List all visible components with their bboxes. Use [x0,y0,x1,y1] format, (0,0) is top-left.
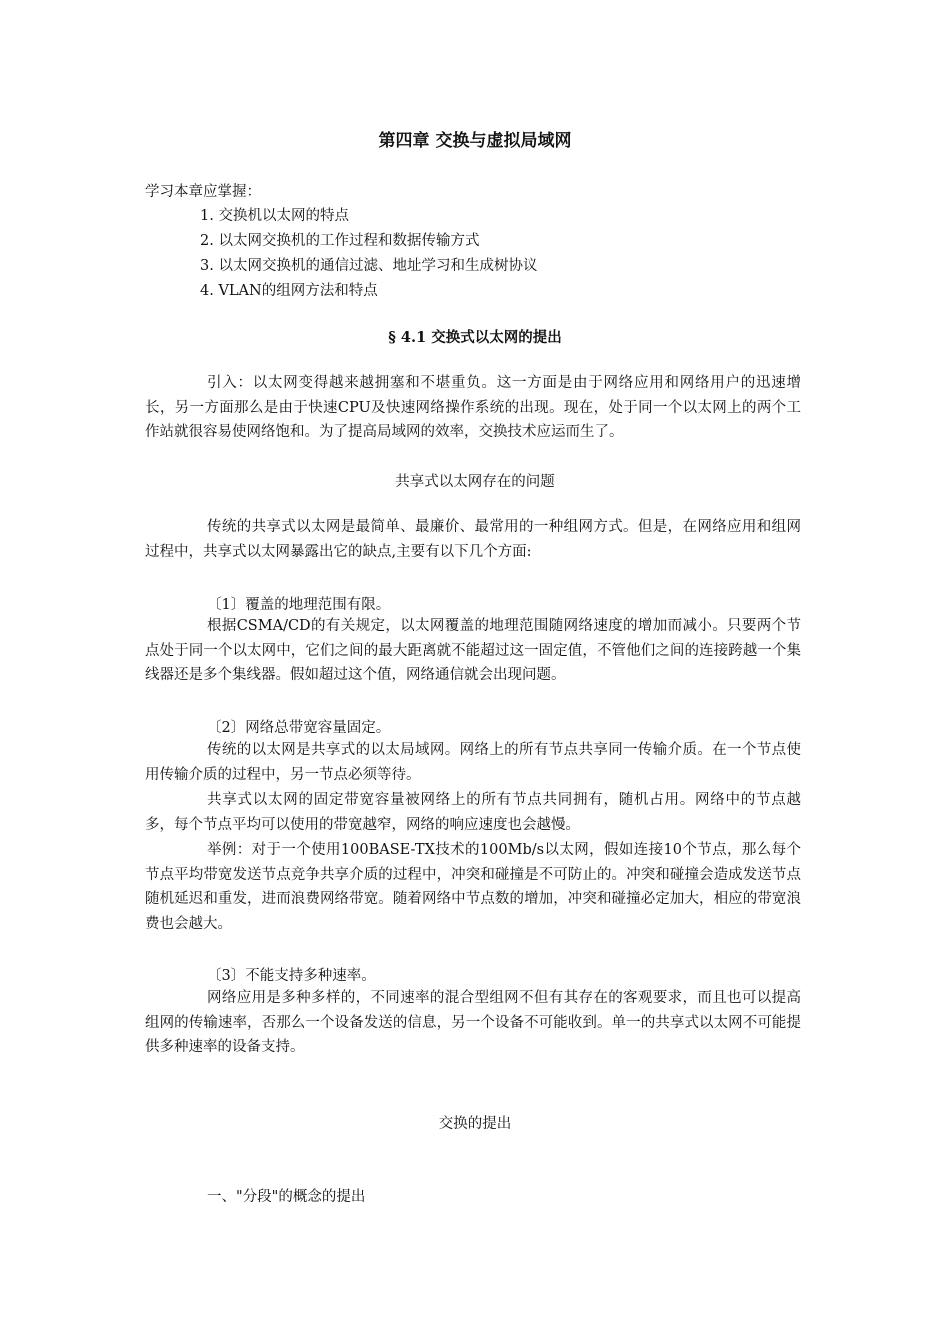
item2-paragraph-3: 举例：对于一个使用100BASE-TX技术的100Mb/s以太网，假如连接10个节点，那么每个节点平均带宽发送节点竞争共享介质的过程中，冲突和碰撞是不可防止的。冲突和碰撞会造成发送节点随机延迟和重发，进而浪费网络带宽。随着网络中节点数的增加，冲突和碰撞必定加大，相应的带宽浪费也会越大。 [145,842,801,932]
problems-paragraph: 传统的共享式以太网是最简单、最廉价、最常用的一种组网方式。但是，在网络应用和组网过程中，共享式以太网暴露出它的缺点,主要有以下几个方面: [145,519,801,560]
section-title: § 4.1 交换式以太网的提出 [388,329,562,346]
item3-heading: 〔3〕不能支持多种速率。 [207,968,376,984]
item1-paragraph: 根据CSMA/CD的有关规定，以太网覆盖的地理范围随网络速度的增加而减小。只要两个节点处于同一个以太网中，它们之间的最大距离就不能超过这一固定值，不管他们之间的连接跨越一个集线器还是多个集线器。假如超过这个值，网络通信就会出现问题。 [145,618,801,683]
item2-paragraph-2: 共享式以太网的固定带宽容量被网络上的所有节点共同拥有，随机占用。网络中的节点越多，每个节点平均可以使用的带宽越窄，网络的响应速度也会越慢。 [145,792,801,833]
item3-paragraph: 网络应用是多种多样的，不同速率的混合型组网不但有其存在的客观要求，而且也可以提高组网的传输速率，否那么一个设备发送的信息，另一个设备不可能收到。单一的共享式以太网不可能提供多种速率的设备支持。 [145,990,801,1055]
objective-item: 3. 以太网交换机的通信过滤、地址学习和生成树协议 [200,258,538,274]
objective-item: 1. 交换机以太网的特点 [200,208,349,224]
switch-heading: 交换的提出 [438,1116,512,1132]
chapter-title: 第四章 交换与虚拟局域网 [378,131,572,151]
objective-item: 4. VLAN的组网方法和特点 [200,283,378,299]
objective-item: 2. 以太网交换机的工作过程和数据传输方式 [200,233,480,249]
item2-paragraph-1: 传统的以太网是共享式的以太局域网。网络上的所有节点共享同一传输介质。在一个节点使用传输介质的过程中，另一节点必须等待。 [145,742,801,783]
objectives-label: 学习本章应掌握： [145,184,261,200]
item1-heading: 〔1〕覆盖的地理范围有限。 [207,597,391,613]
segment-heading: 一、"分段"的概念的提出 [207,1189,366,1205]
item2-heading: 〔2〕网络总带宽容量固定。 [207,720,391,736]
intro-paragraph: 引入：以太网变得越来越拥塞和不堪重负。这一方面是由于网络应用和网络用户的迅速增长，另一方面那么是由于快速CPU及快速网络操作系统的出现。现在，处于同一个以太网上的两个工作站就很容易使网络饱和。为了提高局域网的效率，交换技术应运而生了。 [145,375,801,440]
problems-heading: 共享式以太网存在的问题 [395,474,555,490]
